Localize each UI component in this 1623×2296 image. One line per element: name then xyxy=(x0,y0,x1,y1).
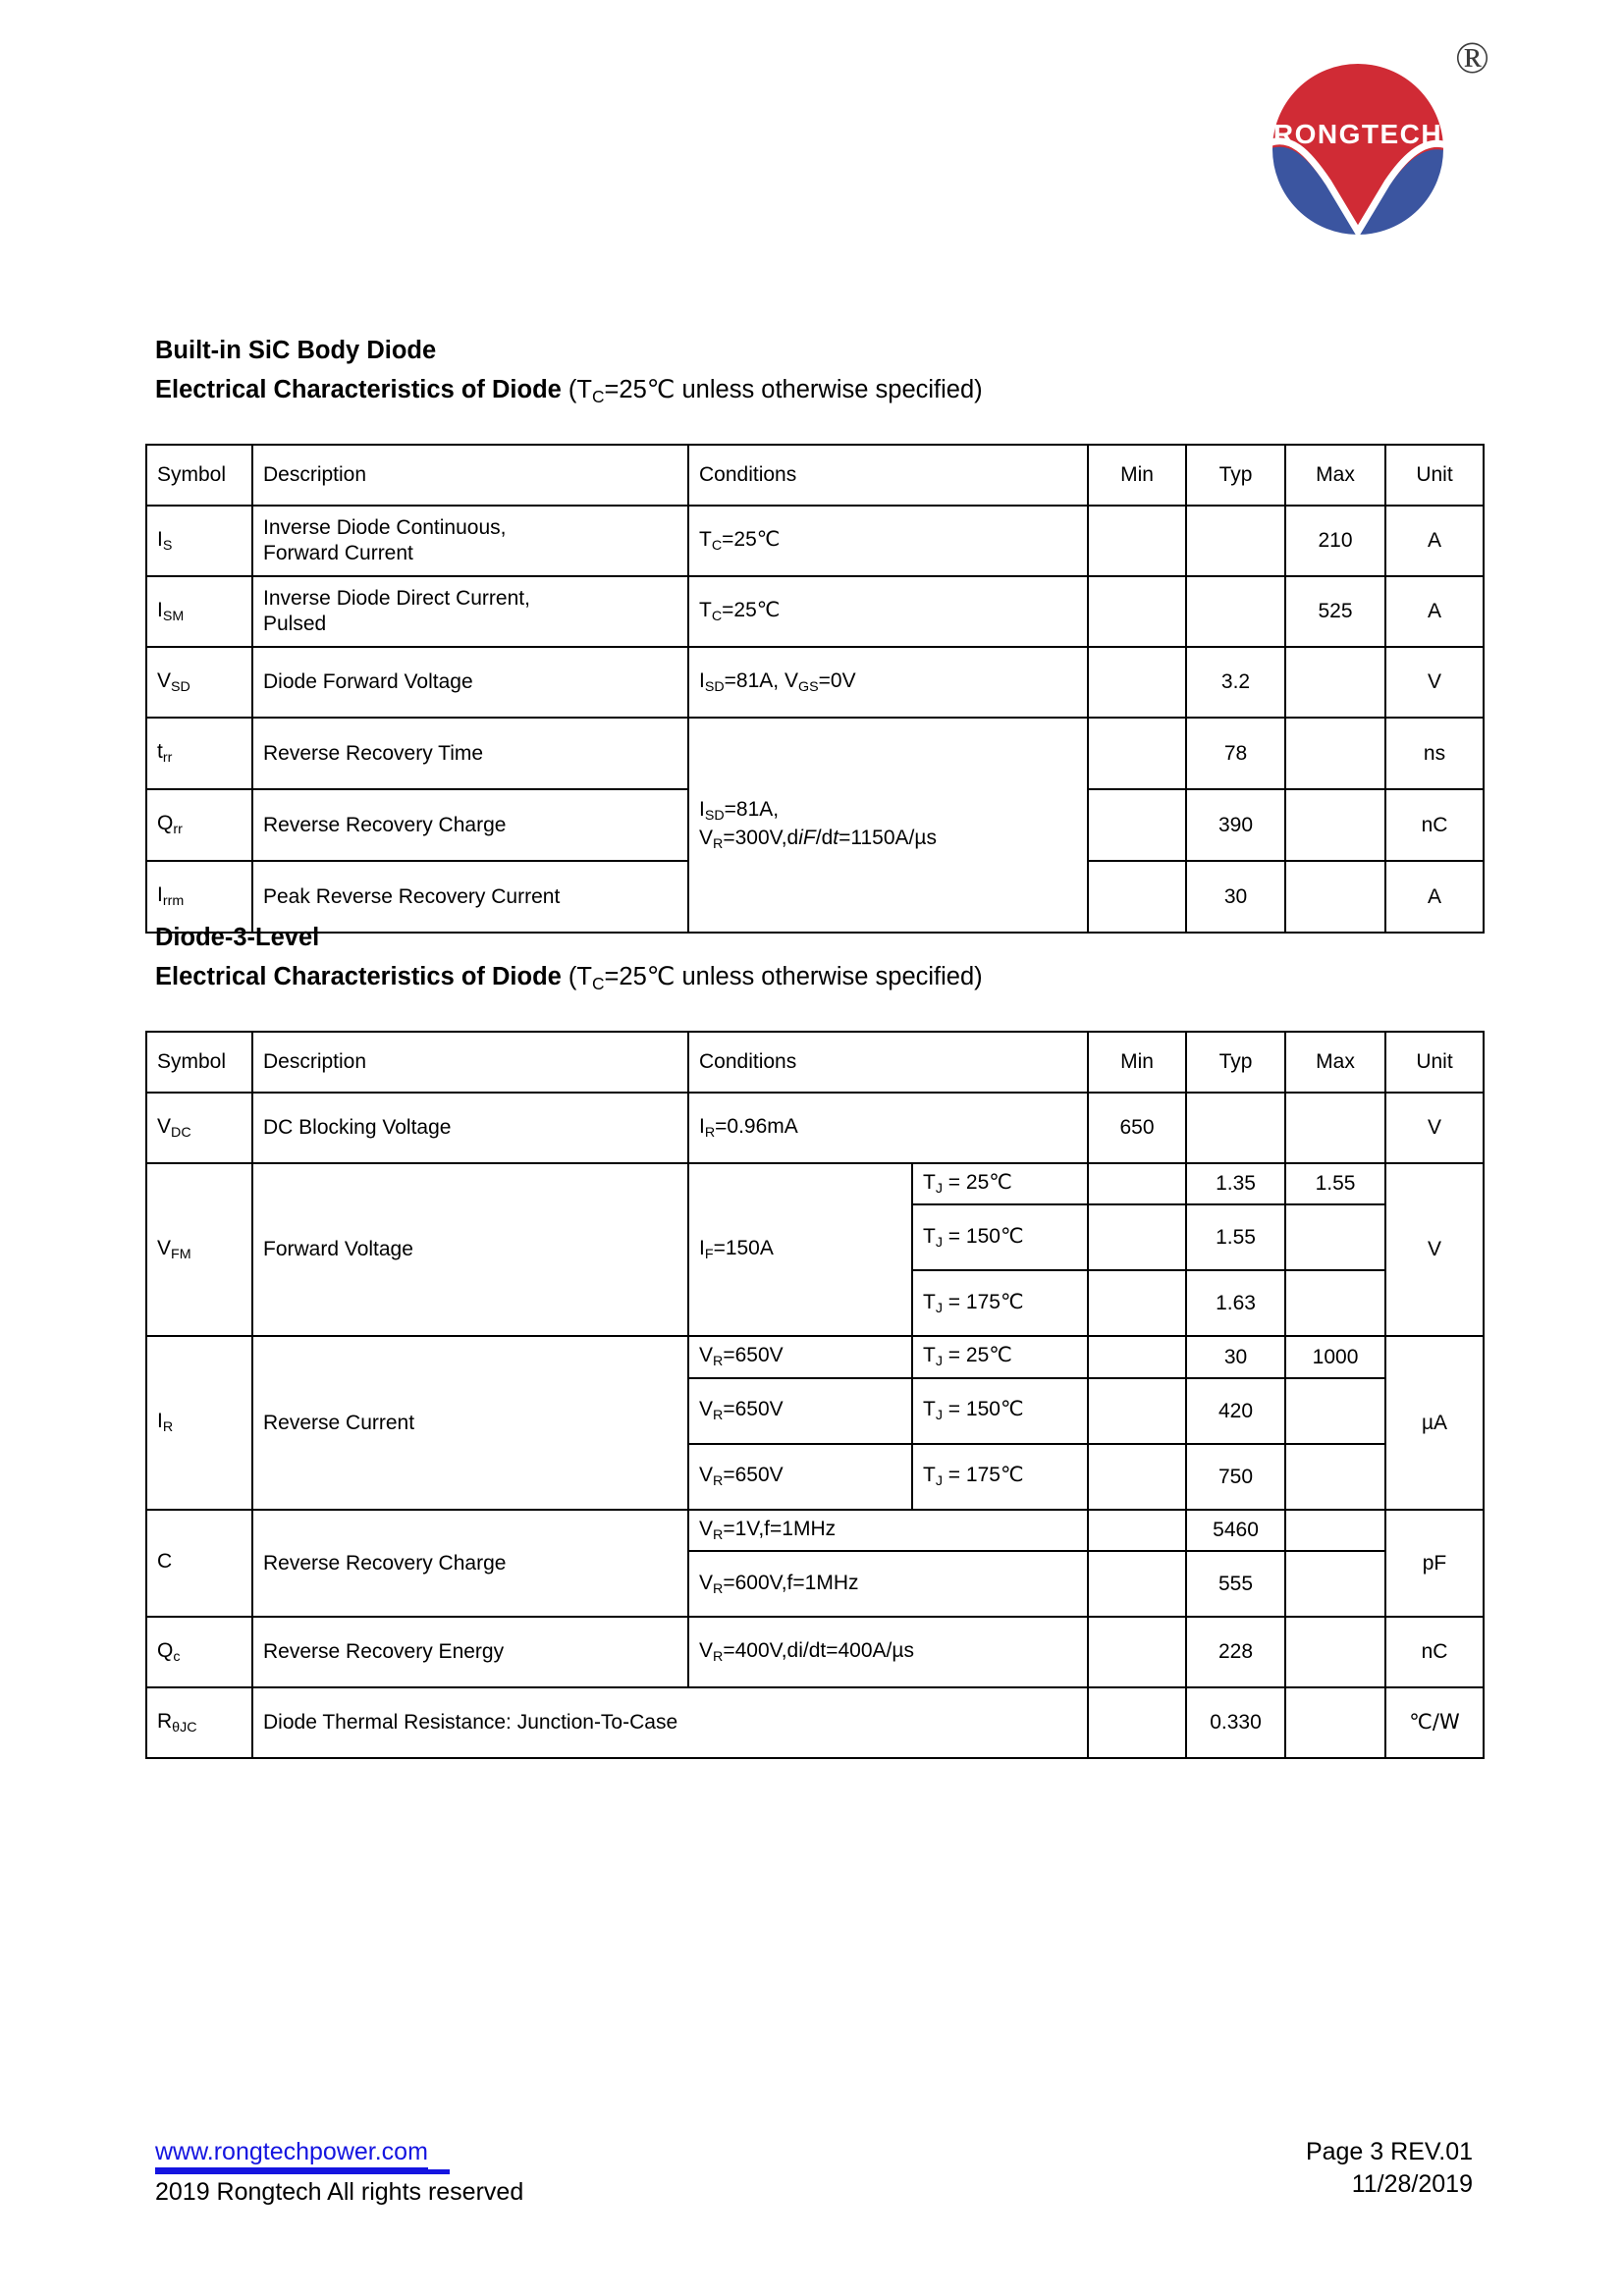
col-header-conditions: Conditions xyxy=(688,445,1088,506)
section1-subtitle-bold: Electrical Characteristics of Diode xyxy=(155,376,562,403)
row-max xyxy=(1285,861,1385,933)
row-symbol: $I_{SM}$ xyxy=(146,576,252,647)
col-header-description: Description xyxy=(252,445,688,506)
row-max xyxy=(1285,1551,1385,1617)
section2-title: Diode-3-Level xyxy=(155,924,320,951)
row-typ: 0.330 xyxy=(1186,1687,1285,1758)
row-min xyxy=(1088,718,1186,789)
section2-subtitle-sub: C xyxy=(591,973,605,993)
row-unit: ns xyxy=(1385,718,1484,789)
row-unit: pF xyxy=(1385,1510,1484,1617)
table-header-row xyxy=(146,1032,1484,1093)
table-row xyxy=(146,647,1484,718)
diode-body-characteristics-table xyxy=(145,444,1485,934)
row-conditions-secondary: $T_J$ = 150℃ xyxy=(912,1204,1088,1270)
row-conditions: $T_C=25℃$ xyxy=(688,506,1088,576)
col-header-conditions: Conditions xyxy=(688,1032,1088,1093)
copyright-text: 2019 Rongtech All rights reserved xyxy=(155,2178,524,2206)
row-symbol: $Q_{rr}$ xyxy=(146,789,252,861)
row-conditions: $V_R=400V,di/dt=400A/\mu s$ xyxy=(688,1617,1088,1687)
section1-subtitle-a: (T xyxy=(561,376,592,403)
row-max xyxy=(1285,718,1385,789)
row-max: 525 xyxy=(1285,576,1385,647)
row-description: Reverse Recovery Charge xyxy=(252,789,688,861)
row-min xyxy=(1088,1617,1186,1687)
row-description: Peak Reverse Recovery Current xyxy=(252,861,688,933)
row-unit: V xyxy=(1385,647,1484,718)
row-description: Diode Thermal Resistance: Junction-To-Case xyxy=(252,1687,1088,1758)
row-typ: 1.35 xyxy=(1186,1163,1285,1204)
row-min xyxy=(1088,1163,1186,1204)
section2-subtitle-b: =25 xyxy=(604,963,647,990)
row-symbol: $V_{FM}$ xyxy=(146,1163,252,1336)
row-description: Reverse Recovery Time xyxy=(252,718,688,789)
row-conditions-primary: $I_F=150A$ xyxy=(688,1163,912,1336)
row-symbol: $t_{rr}$ xyxy=(146,718,252,789)
row-unit: A xyxy=(1385,861,1484,933)
row-min xyxy=(1088,506,1186,576)
row-conditions-primary: $V_R=650V$ xyxy=(688,1378,912,1444)
row-min xyxy=(1088,789,1186,861)
table-row xyxy=(146,1687,1484,1758)
company-logo xyxy=(1252,29,1497,240)
row-max xyxy=(1285,789,1385,861)
row-max xyxy=(1285,647,1385,718)
row-description: Inverse Diode Direct Current, Pulsed xyxy=(252,576,688,647)
row-typ: 390 xyxy=(1186,789,1285,861)
row-typ: 3.2 xyxy=(1186,647,1285,718)
row-min xyxy=(1088,1551,1186,1617)
row-unit: V xyxy=(1385,1093,1484,1163)
table-row xyxy=(146,718,1484,789)
row-min xyxy=(1088,1444,1186,1510)
row-description: DC Blocking Voltage xyxy=(252,1093,688,1163)
page-footer xyxy=(155,2138,1473,2207)
row-typ xyxy=(1186,506,1285,576)
row-unit: µA xyxy=(1385,1336,1484,1509)
row-description: Forward Voltage xyxy=(252,1163,688,1336)
row-max: 210 xyxy=(1285,506,1385,576)
row-symbol: $I_{rrm}$ xyxy=(146,861,252,933)
row-min xyxy=(1088,1378,1186,1444)
row-conditions: $V_R=1V,f=1MHz$ xyxy=(688,1510,1088,1551)
table-header-row xyxy=(146,445,1484,506)
row-min xyxy=(1088,1510,1186,1551)
row-unit: ℃/W xyxy=(1385,1687,1484,1758)
row-min xyxy=(1088,1687,1186,1758)
row-max xyxy=(1285,1204,1385,1270)
row-conditions-primary: $V_R=650V$ xyxy=(688,1444,912,1510)
row-conditions: $I_R=0.96mA$ xyxy=(688,1093,1088,1163)
col-header-symbol: Symbol xyxy=(146,1032,252,1093)
row-min xyxy=(1088,861,1186,933)
row-min xyxy=(1088,1204,1186,1270)
row-conditions-secondary: $T_J$ = 175℃ xyxy=(912,1444,1088,1510)
rongtech-logo-icon xyxy=(1270,61,1446,238)
col-header-max: Max xyxy=(1285,445,1385,506)
row-conditions: $V_R=600V,f=1MHz$ xyxy=(688,1551,1088,1617)
table-row xyxy=(146,576,1484,647)
row-typ: 5460 xyxy=(1186,1510,1285,1551)
row-conditions-primary: $V_R=650V$ xyxy=(688,1336,912,1377)
row-typ: 78 xyxy=(1186,718,1285,789)
table-row xyxy=(146,1617,1484,1687)
col-header-min: Min xyxy=(1088,445,1186,506)
row-min xyxy=(1088,1270,1186,1336)
row-symbol: $V_{DC}$ xyxy=(146,1093,252,1163)
section1-subtitle-b: =25 xyxy=(604,376,647,403)
website-link[interactable]: www.rongtechpower.com xyxy=(155,2138,428,2170)
row-max xyxy=(1285,1444,1385,1510)
row-typ: 30 xyxy=(1186,861,1285,933)
row-max xyxy=(1285,1270,1385,1336)
row-conditions-secondary: $T_J$ = 175℃ xyxy=(912,1270,1088,1336)
col-header-typ: Typ xyxy=(1186,1032,1285,1093)
row-unit: A xyxy=(1385,576,1484,647)
page-number: Page 3 REV.01 xyxy=(1305,2138,1473,2165)
row-conditions-secondary: $T_J$ = 25℃ xyxy=(912,1163,1088,1204)
row-unit: V xyxy=(1385,1163,1484,1336)
row-description: Reverse Current xyxy=(252,1336,688,1509)
registered-trademark-icon: ® xyxy=(1455,32,1489,82)
row-description: Diode Forward Voltage xyxy=(252,647,688,718)
merged-conditions-cell xyxy=(688,718,1088,933)
row-symbol: $Q_c$ xyxy=(146,1617,252,1687)
col-header-symbol: Symbol xyxy=(146,445,252,506)
section2-subtitle xyxy=(155,962,983,994)
row-typ: 30 xyxy=(1186,1336,1285,1377)
revision-date: 11/28/2019 xyxy=(1351,2170,1473,2198)
table-row xyxy=(146,506,1484,576)
row-symbol: $V_{SD}$ xyxy=(146,647,252,718)
row-unit: nC xyxy=(1385,1617,1484,1687)
row-typ xyxy=(1186,576,1285,647)
row-description: Inverse Diode Continuous, Forward Current xyxy=(252,506,688,576)
row-min xyxy=(1088,576,1186,647)
row-max xyxy=(1285,1378,1385,1444)
row-unit: A xyxy=(1385,506,1484,576)
table-row xyxy=(146,1093,1484,1163)
col-header-typ: Typ xyxy=(1186,445,1285,506)
row-typ: 555 xyxy=(1186,1551,1285,1617)
row-min: 650 xyxy=(1088,1093,1186,1163)
row-symbol: $I_R$ xyxy=(146,1336,252,1509)
row-symbol: $R_{\theta JC}$ xyxy=(146,1687,252,1758)
merged-conditions-line2: $V_R=300V,diF/dt=1150A/\mu s$ xyxy=(699,826,937,852)
row-description: Reverse Recovery Charge xyxy=(252,1510,688,1617)
row-max xyxy=(1285,1093,1385,1163)
row-max xyxy=(1285,1510,1385,1551)
section2-subtitle-degc: ℃ xyxy=(646,962,676,991)
merged-conditions-line1: $I_{SD}=81A$, xyxy=(699,798,780,825)
row-conditions-secondary: $T_J$ = 150℃ xyxy=(912,1378,1088,1444)
section1-subtitle-degc: ℃ xyxy=(646,375,676,404)
row-max xyxy=(1285,1687,1385,1758)
section1-title: Built-in SiC Body Diode xyxy=(155,337,437,364)
row-conditions-secondary: $T_J$ = 25℃ xyxy=(912,1336,1088,1377)
row-typ xyxy=(1186,1093,1285,1163)
col-header-max: Max xyxy=(1285,1032,1385,1093)
section2-subtitle-a: (T xyxy=(561,963,592,990)
col-header-unit: Unit xyxy=(1385,1032,1484,1093)
row-conditions: $T_C=25℃$ xyxy=(688,576,1088,647)
row-min xyxy=(1088,1336,1186,1377)
row-max xyxy=(1285,1617,1385,1687)
row-description: Reverse Recovery Energy xyxy=(252,1617,688,1687)
table-row xyxy=(146,1163,1484,1204)
row-typ: 1.63 xyxy=(1186,1270,1285,1336)
row-unit: nC xyxy=(1385,789,1484,861)
row-symbol: $I_S$ xyxy=(146,506,252,576)
section2-subtitle-bold: Electrical Characteristics of Diode xyxy=(155,963,562,990)
row-symbol: C xyxy=(146,1510,252,1617)
diode-3level-characteristics-table xyxy=(145,1031,1485,1759)
section2-subtitle-c: unless otherwise specified) xyxy=(675,963,983,990)
col-header-description: Description xyxy=(252,1032,688,1093)
section1-subtitle-c: unless otherwise specified) xyxy=(675,376,983,403)
row-max: 1.55 xyxy=(1285,1163,1385,1204)
row-typ: 1.55 xyxy=(1186,1204,1285,1270)
row-typ: 420 xyxy=(1186,1378,1285,1444)
col-header-min: Min xyxy=(1088,1032,1186,1093)
row-max: 1000 xyxy=(1285,1336,1385,1377)
table-row xyxy=(146,1510,1484,1551)
section1-subtitle-sub: C xyxy=(591,386,605,406)
col-header-unit: Unit xyxy=(1385,445,1484,506)
row-conditions: $I_{SD}=81A$, $V_{GS}=0V$ xyxy=(688,647,1088,718)
svg-text:RONGTECH: RONGTECH xyxy=(1272,119,1443,149)
section1-subtitle xyxy=(155,375,983,407)
row-typ: 750 xyxy=(1186,1444,1285,1510)
row-typ: 228 xyxy=(1186,1617,1285,1687)
table-row xyxy=(146,1336,1484,1377)
row-min xyxy=(1088,647,1186,718)
